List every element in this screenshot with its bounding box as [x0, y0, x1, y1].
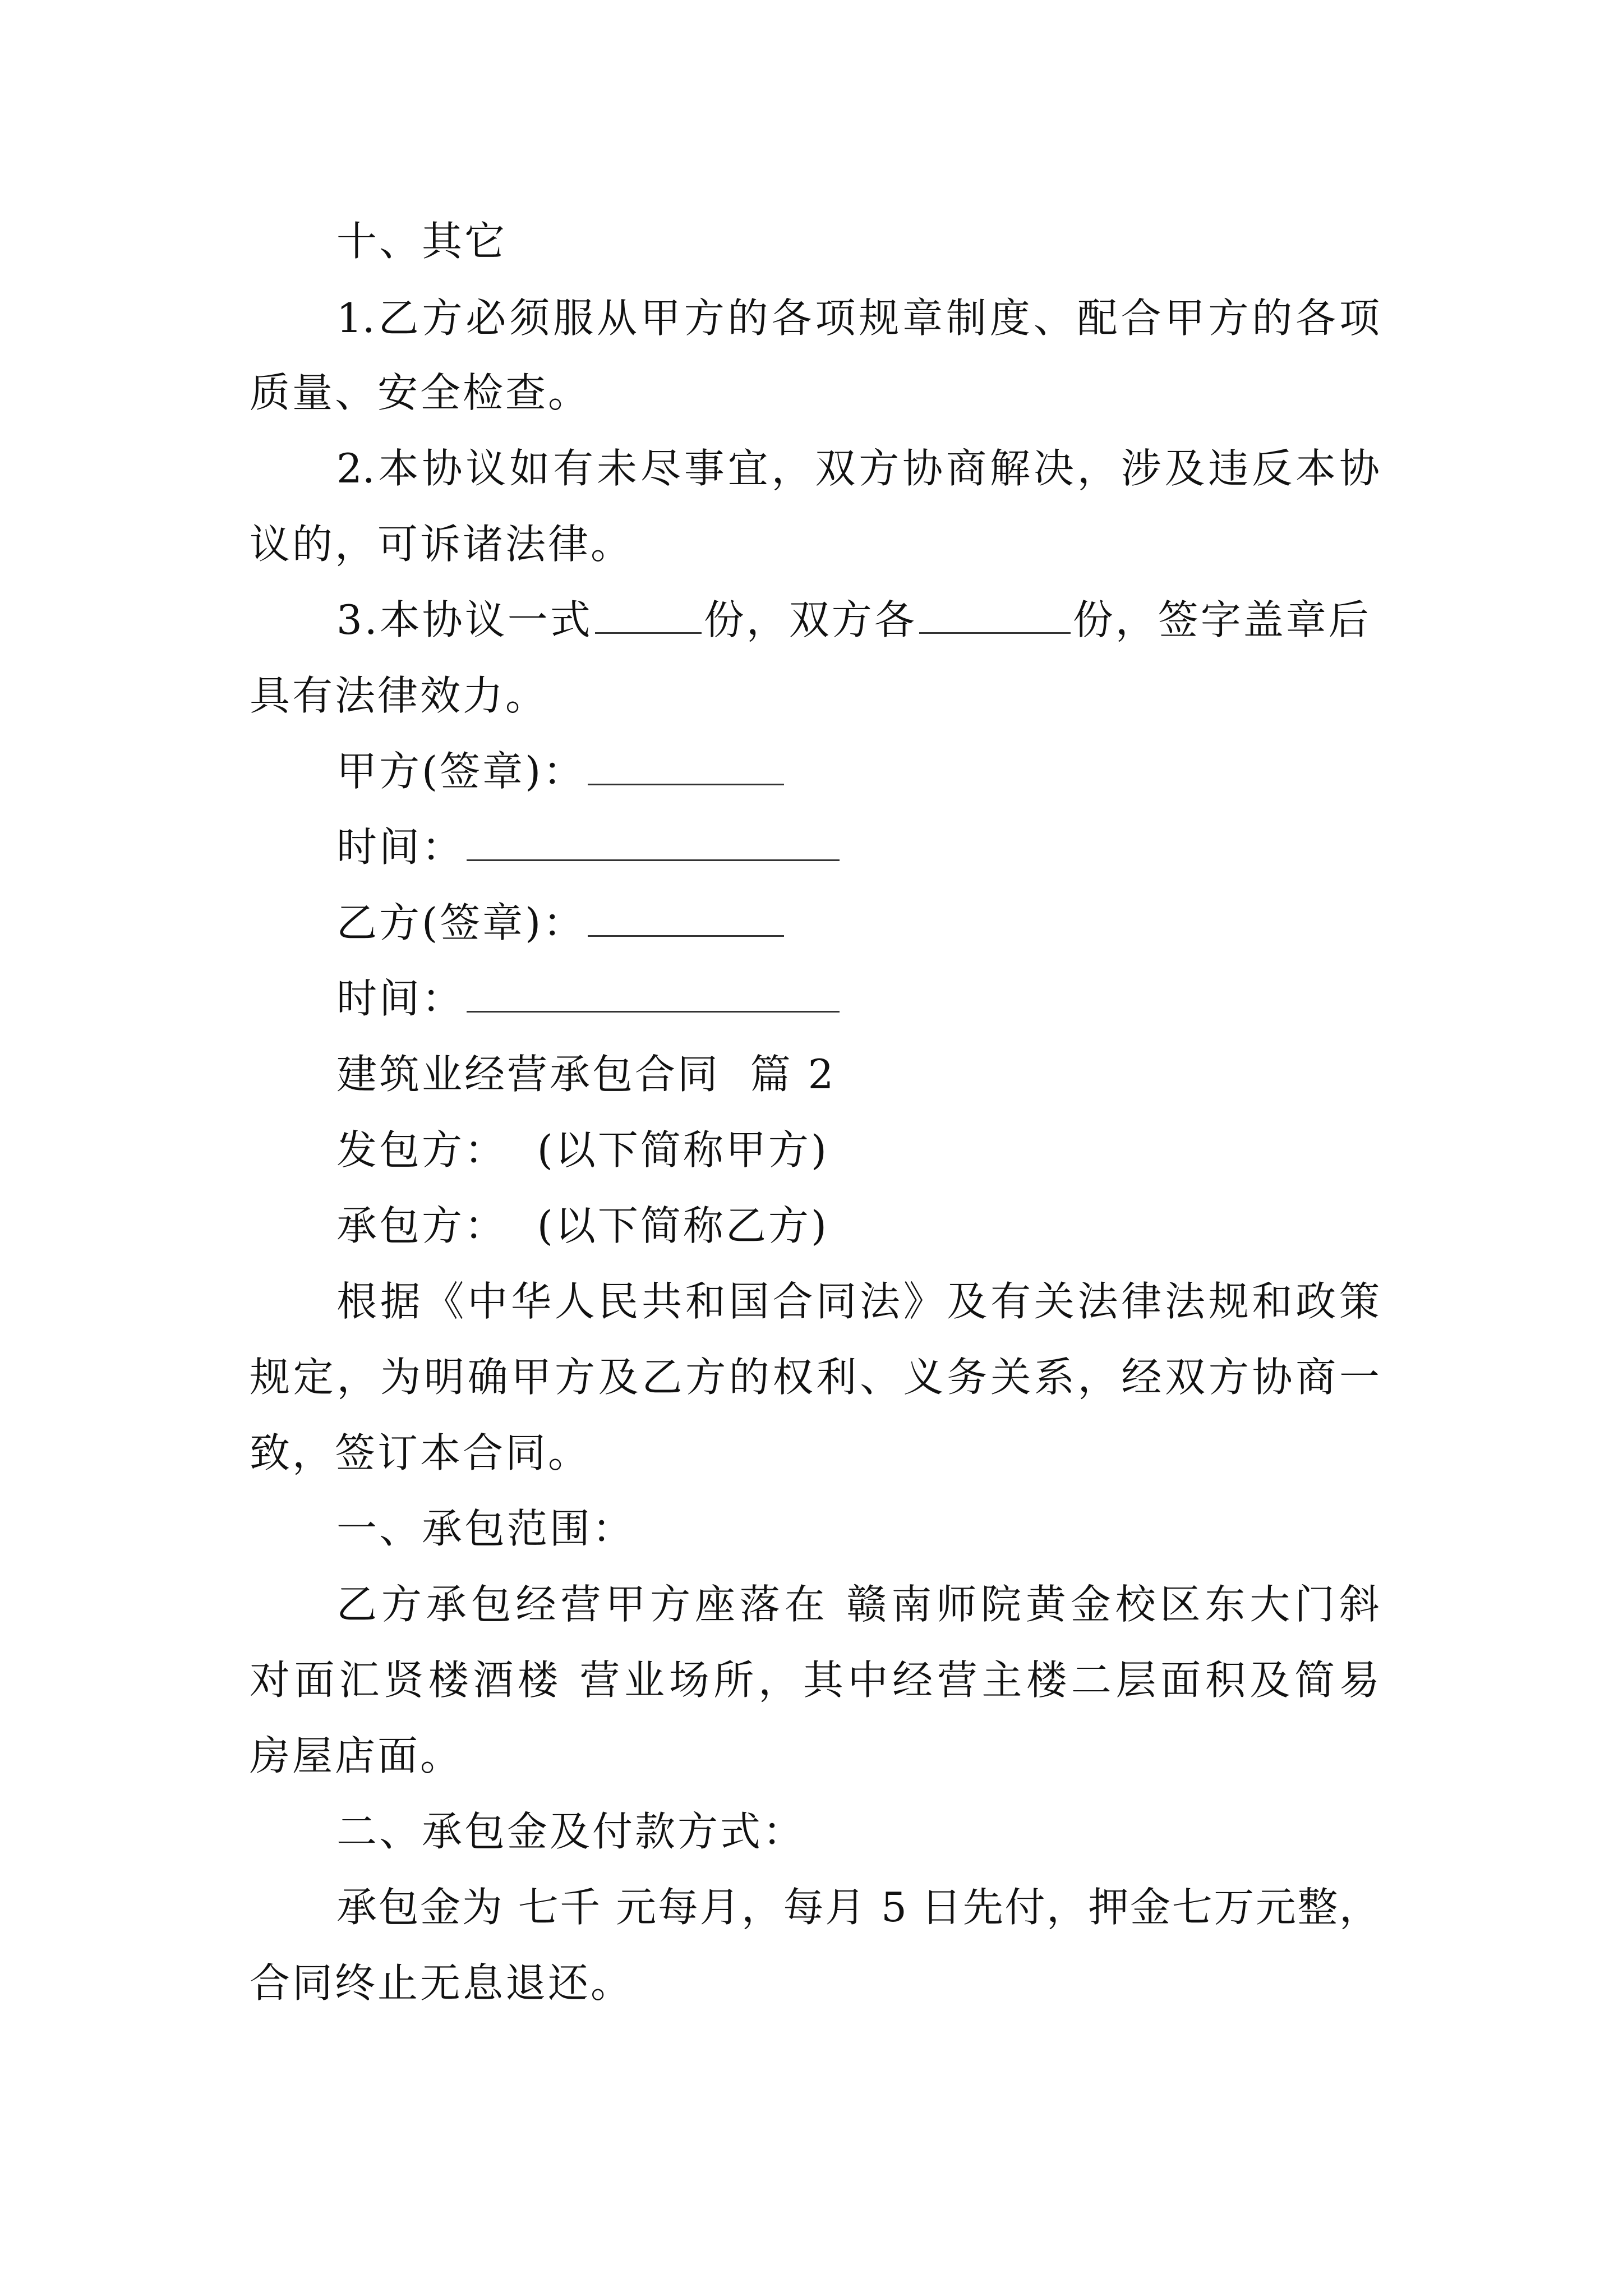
clause-3-line-1: [336, 595, 1371, 645]
date-party-a-label: 时间：: [336, 823, 465, 871]
scope-line-3: 房屋店面。: [250, 1732, 463, 1779]
copies-each-blank: [919, 596, 1071, 634]
signature-party-a: [336, 746, 786, 797]
preamble-line-1: 根据《中华人民共和国合同法》及有关法律法规和政策: [336, 1278, 1380, 1325]
payment-line-2: 合同终止无息退还。: [250, 1959, 634, 2007]
signature-party-a-blank: [588, 748, 784, 785]
payment-line-1: 承包金为 七千 元每月，每月 5 日先付，押金七万元整，: [336, 1884, 1380, 1931]
clause-1-line-2: 质量、安全检查。: [250, 369, 591, 416]
date-party-b-blank: [467, 975, 840, 1013]
date-party-b-label: 时间：: [336, 975, 465, 1022]
clause-3-text-c: 份，签字盖章后: [1072, 596, 1371, 643]
scope-line-1: 乙方承包经营甲方座落在 赣南师院黄金校区东大门斜: [336, 1581, 1380, 1628]
issuer-line: 发包方： (以下简称甲方): [336, 1126, 829, 1174]
clause-1-line-1: 1.乙方必须服从甲方的各项规章制度、配合甲方的各项: [336, 295, 1380, 342]
date-party-a: [336, 822, 842, 872]
contract-2-title: 建筑业经营承包合同 篇 2: [336, 1051, 836, 1098]
date-party-a-blank: [467, 823, 840, 861]
preamble-line-3: 致，签订本合同。: [250, 1429, 591, 1476]
signature-party-a-label: 甲方(签章)：: [336, 748, 586, 795]
preamble-line-2: 规定，为明确甲方及乙方的权利、义务关系，经双方协商一: [250, 1354, 1380, 1401]
section-heading-payment: 二、承包金及付款方式：: [336, 1808, 806, 1855]
signature-party-b: [336, 898, 786, 948]
section-heading-other: 十、其它: [336, 218, 508, 265]
clause-3-text-a: 3.本协议一式: [336, 596, 593, 643]
clause-2-line-1: 2.本协议如有未尽事宜，双方协商解决，涉及违反本协: [336, 445, 1380, 492]
clause-3-text-b: 份，双方各: [703, 596, 917, 643]
contractor-line: 承包方： (以下简称乙方): [336, 1202, 829, 1249]
scope-line-2: 对面汇贤楼酒楼 营业场所，其中经营主楼二层面积及简易: [250, 1657, 1380, 1704]
date-party-b: [336, 973, 842, 1024]
section-heading-scope: 一、承包范围：: [336, 1505, 635, 1552]
clause-3-line-2: 具有法律效力。: [250, 672, 548, 719]
signature-party-b-label: 乙方(签章)：: [336, 899, 586, 946]
clause-2-line-2: 议的，可诉诸法律。: [250, 521, 634, 568]
signature-party-b-blank: [588, 899, 784, 937]
copies-total-blank: [595, 596, 702, 634]
